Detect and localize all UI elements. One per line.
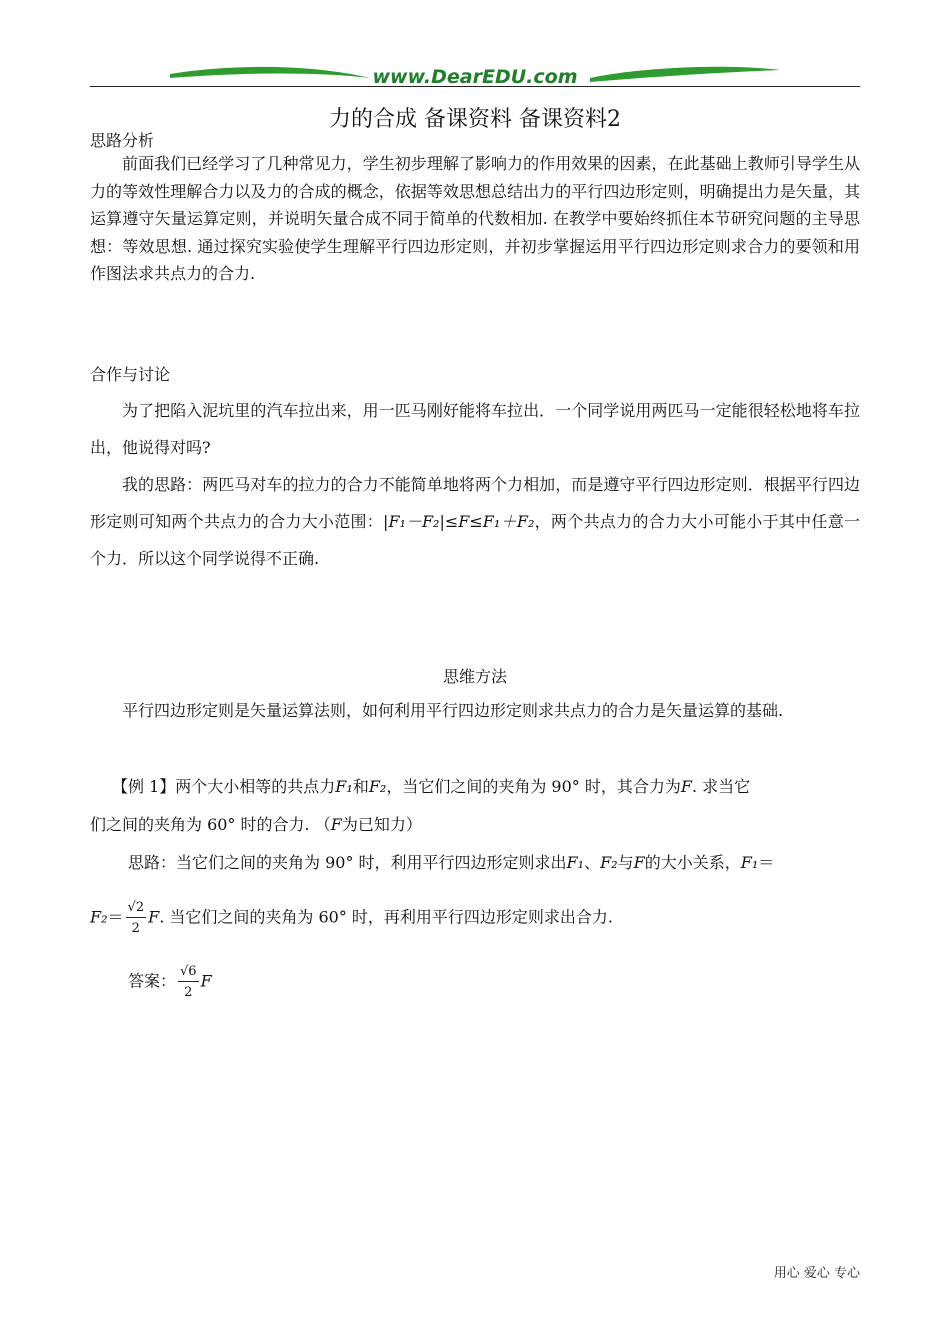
symbol-F: F <box>200 971 212 991</box>
header-rule <box>90 86 860 87</box>
discussion-thinking <box>90 466 860 577</box>
symbol-F: F <box>680 777 692 796</box>
logo-text: www.DearEDU.com <box>372 66 578 88</box>
symbol-F: F <box>330 815 342 834</box>
example-thinking-line-1: 思路：当它们之间的夹角为 90° 时，利用平行四边形定则求出F₁、F₂与F的大小关系，F₁＝ <box>128 853 775 872</box>
discussion-question: 为了把陷入泥坑里的汽车拉出来，用一匹马刚好能将车拉出．一个同学说用两匹马一定能很轻松地将车拉出，他说得对吗? <box>90 401 860 457</box>
fraction-sqrt2-over-2: $\frac{√2}{2}$ <box>127 900 145 936</box>
analysis-paragraph: 前面我们已经学习了几种常见力，学生初步理解了影响力的作用效果的因素，在此基础上教师引导学生从力的等效性理解合力以及力的合成的概念，依据等效思想总结出力的平行四边形定则，明确提出力是矢量，其运算遵守矢量运算定则，并说明矢量合成不同于简单的代数相加. 在教学中要始终抓住本节研究问题的主导思想：等效思想. 通过探究实验使学生理解平行四边形定则，并初步掌握运用平行四边形定则求合力的要领和用作图法求共点力的合力. <box>90 154 860 283</box>
answer-label: 答案： <box>128 971 177 991</box>
section-heading-discussion: 合作与讨论 <box>90 365 171 384</box>
symbol-F: F <box>148 907 160 927</box>
example-label: 【例 1】 <box>112 777 176 796</box>
symbol-F2: F₂ <box>90 907 108 927</box>
answer-line <box>128 964 212 1000</box>
symbol-F2: F₂ <box>600 853 618 872</box>
symbol-F1: F₁ <box>740 853 759 872</box>
section-heading-method: 思维方法 <box>442 667 507 686</box>
example-thinking-line-2: F₂＝ $\frac{√2}{2}$ F. 当它们之间的夹角为 60° 时，再利用平行四边形定则求出合力. <box>90 900 613 936</box>
right-swoosh <box>590 67 780 82</box>
left-swoosh <box>170 67 370 78</box>
symbol-F1: F₁ <box>566 853 585 872</box>
footer-slogan: 用心 爱心 专心 <box>773 1266 860 1281</box>
method-intro: 平行四边形定则是矢量运算法则，如何利用平行四边形定则求共点力的合力是矢量运算的基础. <box>122 701 784 720</box>
page-title: 力的合成 备课资料 备课资料2 <box>329 107 621 132</box>
thinking-prefix: 我的思路：两匹马对车的拉力的合力不能简单地将两个力相加，而是遵守平行四边形定则．根据平行四边形定则可知两个共点力的合力大小范围： <box>90 475 860 531</box>
symbol-F2: F₂ <box>368 777 387 796</box>
example-line-1: 【例 1】两个大小相等的共点力F₁和F₂，当它们之间的夹角为 90° 时，其合力为F. 求当它 <box>112 777 751 796</box>
section-heading-analysis: 思路分析 <box>90 131 155 150</box>
symbol-F: F <box>633 853 645 872</box>
example-line-2: 们之间的夹角为 60° 时的合力. （F为已知力） <box>90 815 422 834</box>
thinking-suffix: ，两个共点力的合力大小可能小于其中任意一个力．所以这个同学说得不正确. <box>90 512 860 568</box>
fraction-sqrt6-over-2: $\frac{√6}{2}$ <box>180 964 197 1000</box>
force-range-formula: |F₁－F₂|≤F≤F₁＋F₂ <box>383 512 535 531</box>
symbol-F1: F₁ <box>335 777 353 796</box>
